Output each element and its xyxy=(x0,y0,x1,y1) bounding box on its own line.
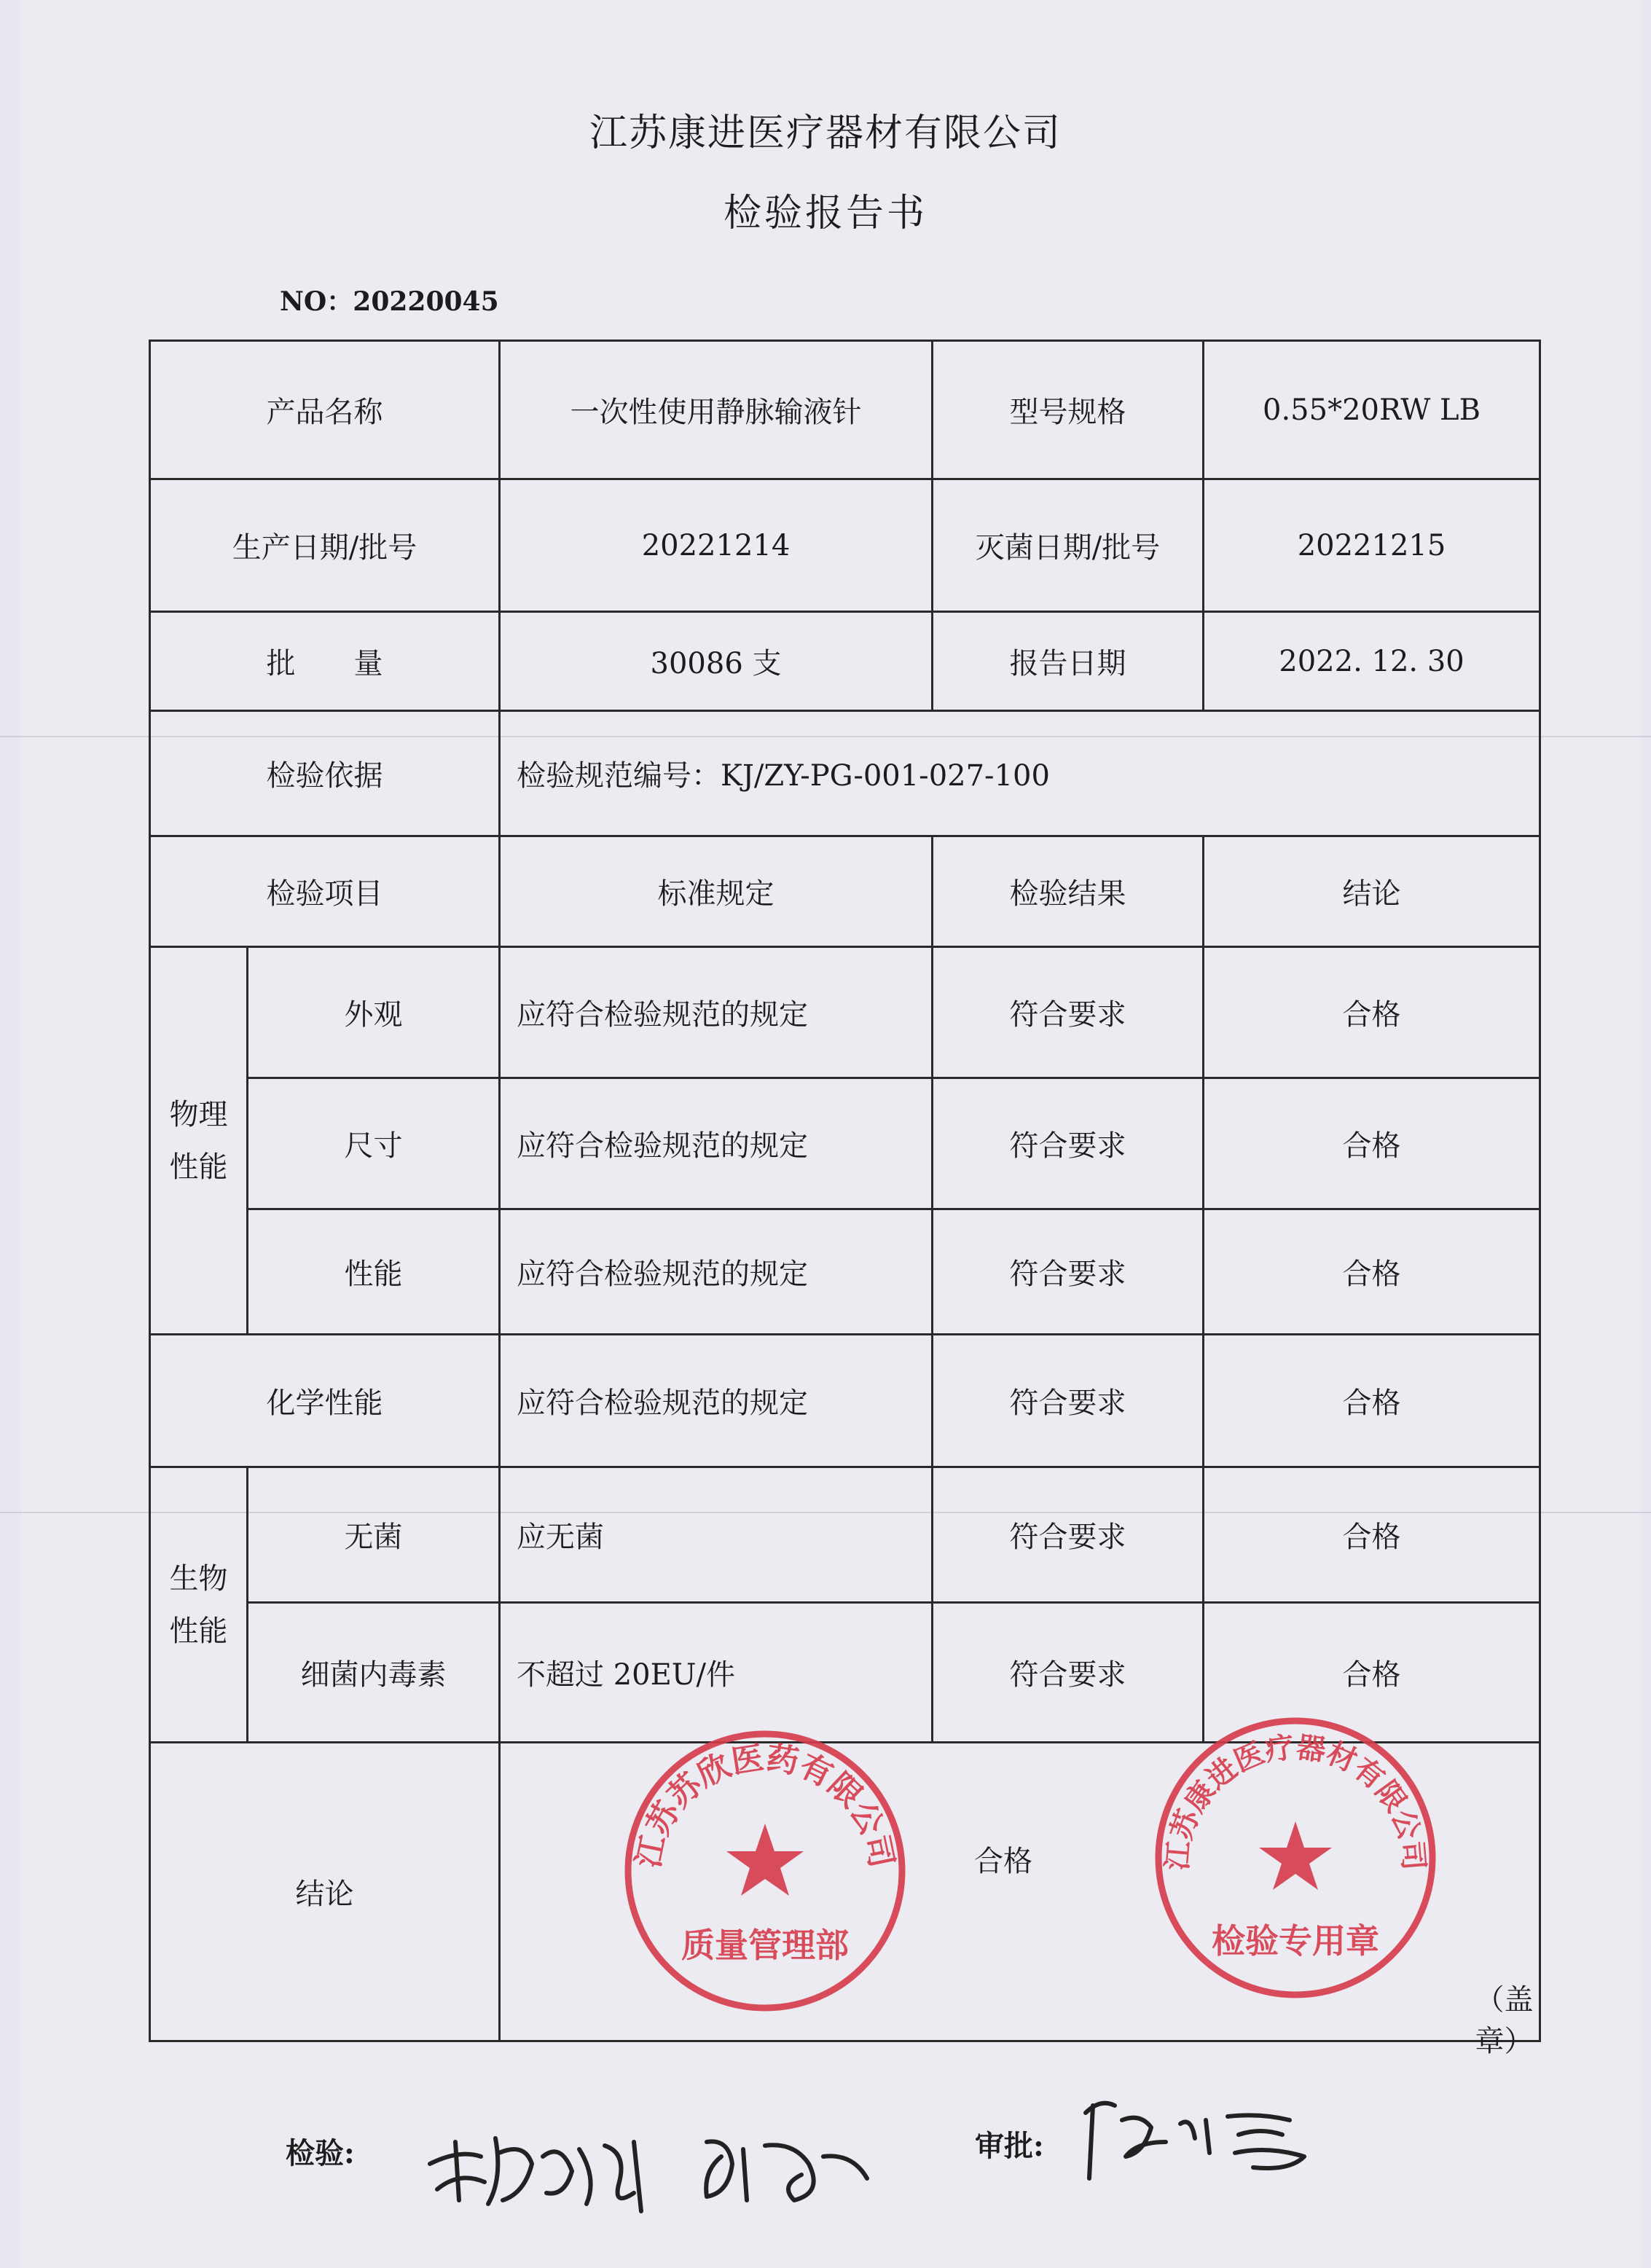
inspection-seal xyxy=(1150,1712,1441,2004)
conclusion-label: 结论 xyxy=(150,1743,500,2041)
sterilization-label: 灭菌日期/批号 xyxy=(933,479,1204,612)
row-verdict: 合格 xyxy=(1204,1078,1540,1209)
seal-bottom-text: 质量管理部 xyxy=(681,1926,849,1965)
table-row xyxy=(150,612,1540,711)
table-row xyxy=(150,1467,1540,1603)
row-item: 化学性能 xyxy=(150,1335,500,1467)
row-result: 符合要求 xyxy=(933,1603,1204,1743)
row-result: 符合要求 xyxy=(933,1335,1204,1467)
row-verdict: 合格 xyxy=(1204,1335,1540,1467)
product-name-value: 一次性使用静脉输液针 xyxy=(500,341,933,479)
table-row xyxy=(150,1209,1540,1335)
row-standard: 应符合检验规范的规定 xyxy=(500,1078,933,1209)
sterilization-value: 20221215 xyxy=(1204,479,1540,612)
row-result: 符合要求 xyxy=(933,1467,1204,1603)
company-name: 江苏康进医疗器材有限公司 xyxy=(589,111,1062,155)
seal-bottom-text: 检验专用章 xyxy=(1212,1921,1379,1961)
column-header-verdict: 结论 xyxy=(1204,836,1540,947)
batch-size-value: 30086 支 xyxy=(500,612,933,711)
model-value: 0.55*20RW LB xyxy=(1204,341,1540,479)
quality-department-seal xyxy=(619,1725,911,2017)
row-verdict: 合格 xyxy=(1204,1467,1540,1603)
document-title: 检验报告书 xyxy=(723,192,928,235)
row-standard: 应无菌 xyxy=(500,1467,933,1603)
row-verdict: 合格 xyxy=(1204,1603,1540,1743)
row-standard: 应符合检验规范的规定 xyxy=(500,1209,933,1335)
basis-label: 检验依据 xyxy=(150,711,500,836)
approver-signature xyxy=(1071,2084,1333,2186)
row-result: 符合要求 xyxy=(933,947,1204,1078)
basis-value: 检验规范编号：KJ/ZY-PG-001-027-100 xyxy=(500,711,1540,836)
conclusion-value: 合格 xyxy=(974,1845,1032,1878)
row-standard: 应符合检验规范的规定 xyxy=(500,947,933,1078)
table-row xyxy=(150,947,1540,1078)
table-row xyxy=(150,479,1540,612)
row-item: 无菌 xyxy=(248,1467,500,1603)
row-result: 符合要求 xyxy=(933,1209,1204,1335)
model-label: 型号规格 xyxy=(933,341,1204,479)
production-label: 生产日期/批号 xyxy=(150,479,500,612)
inspector-label: 检验: xyxy=(286,2136,355,2170)
column-header-standard: 标准规定 xyxy=(500,836,933,947)
inspector-signature xyxy=(415,2113,940,2222)
row-verdict: 合格 xyxy=(1204,947,1540,1078)
table-row xyxy=(150,711,1540,836)
row-result: 符合要求 xyxy=(933,1078,1204,1209)
table-header-row xyxy=(150,836,1540,947)
column-header-result: 检验结果 xyxy=(933,836,1204,947)
report-number: NO：20220045 xyxy=(280,286,499,317)
row-item: 细菌内毒素 xyxy=(248,1603,500,1743)
approver-label: 审批: xyxy=(975,2129,1044,2163)
group-biological: 生物 性能 xyxy=(150,1467,248,1743)
column-header-item: 检验项目 xyxy=(150,836,500,947)
group-physical: 物理 性能 xyxy=(150,947,248,1335)
product-name-label: 产品名称 xyxy=(150,341,500,479)
row-item: 性能 xyxy=(248,1209,500,1335)
report-date-label: 报告日期 xyxy=(933,612,1204,711)
batch-size-label: 批 量 xyxy=(150,612,500,711)
row-verdict: 合格 xyxy=(1204,1209,1540,1335)
table-row xyxy=(150,1078,1540,1209)
report-date-value: 2022. 12. 30 xyxy=(1204,612,1540,711)
row-item: 外观 xyxy=(248,947,500,1078)
row-standard: 应符合检验规范的规定 xyxy=(500,1335,933,1467)
seal-ring-text: 江苏康进医疗器材有限公司 xyxy=(1160,1730,1431,1872)
production-value: 20221214 xyxy=(500,479,933,612)
stamp-note: （盖章） xyxy=(1475,1983,1534,2058)
seal-ring-text: 江苏苏欣医药有限公司 xyxy=(630,1739,901,1871)
table-row xyxy=(150,341,1540,479)
row-item: 尺寸 xyxy=(248,1078,500,1209)
table-row xyxy=(150,1335,1540,1467)
row-standard: 不超过 20EU/件 xyxy=(500,1603,933,1743)
